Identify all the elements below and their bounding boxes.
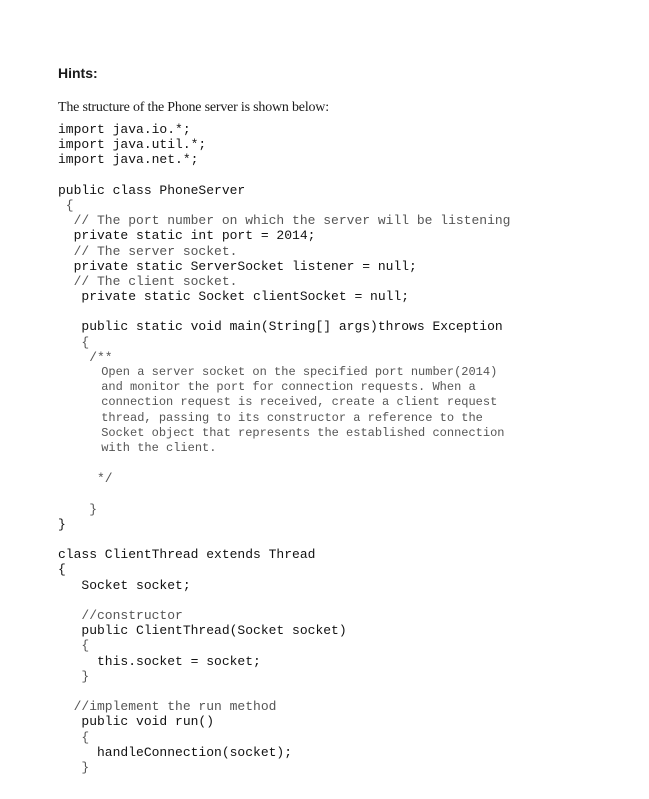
code-line: this.socket = socket; — [58, 653, 261, 669]
code-line: handleConnection(socket); — [58, 744, 293, 760]
code-line: class ClientThread extends Thread — [58, 547, 316, 563]
code-line: public ClientThread(Socket socket) — [58, 623, 347, 639]
code-line: { — [58, 562, 66, 578]
code-line: private static int port = 2014; — [58, 228, 316, 244]
code-line — [58, 532, 510, 547]
code-line: // The client socket. — [58, 273, 238, 289]
code-line: } — [58, 516, 66, 532]
code-line: import java.net.*; — [58, 152, 199, 168]
intro-paragraph: The structure of the Phone server is shown below: — [58, 100, 329, 115]
code-line: { — [58, 638, 90, 654]
code-line — [58, 168, 510, 183]
code-line: } — [58, 759, 90, 775]
code-line: //implement the run method — [58, 699, 277, 715]
code-line: //constructor — [58, 608, 183, 623]
code-line — [58, 304, 510, 319]
code-line: // The server socket. — [58, 243, 238, 259]
code-line: */ — [58, 471, 113, 487]
code-line: import java.util.*; — [58, 137, 207, 153]
code-line: { — [58, 729, 90, 745]
code-line: public void run() — [58, 714, 215, 730]
code-block — [58, 122, 510, 775]
code-line: private static ServerSocket listener = null; — [58, 258, 417, 274]
code-line: Socket socket; — [58, 577, 191, 593]
code-line: Socket object that represents the established connection — [58, 425, 505, 440]
hints-heading: Hints: — [58, 65, 98, 81]
code-line: and monitor the port for connection requests. When a — [58, 380, 476, 395]
code-line — [58, 456, 510, 471]
code-line: public static void main(String[] args)throws Exception — [58, 319, 503, 335]
code-line: thread, passing to its constructor a reference to the — [58, 410, 483, 425]
code-line: connection request is received, create a client request — [58, 395, 498, 410]
code-line: } — [58, 668, 90, 684]
code-line: public class PhoneServer — [58, 182, 246, 198]
code-line: } — [58, 501, 98, 517]
code-line: with the client. — [58, 440, 217, 455]
code-line — [58, 487, 510, 502]
code-line: /** — [58, 349, 113, 365]
code-line: private static Socket clientSocket = null; — [58, 289, 410, 305]
code-line — [58, 684, 510, 699]
code-line: import java.io.*; — [58, 122, 191, 137]
code-line — [58, 593, 510, 608]
code-line: // The port number on which the server will be listening — [58, 213, 511, 229]
code-line: { — [58, 334, 90, 350]
code-line: { — [58, 197, 74, 213]
code-line: Open a server socket on the specified port number(2014) — [58, 365, 498, 379]
